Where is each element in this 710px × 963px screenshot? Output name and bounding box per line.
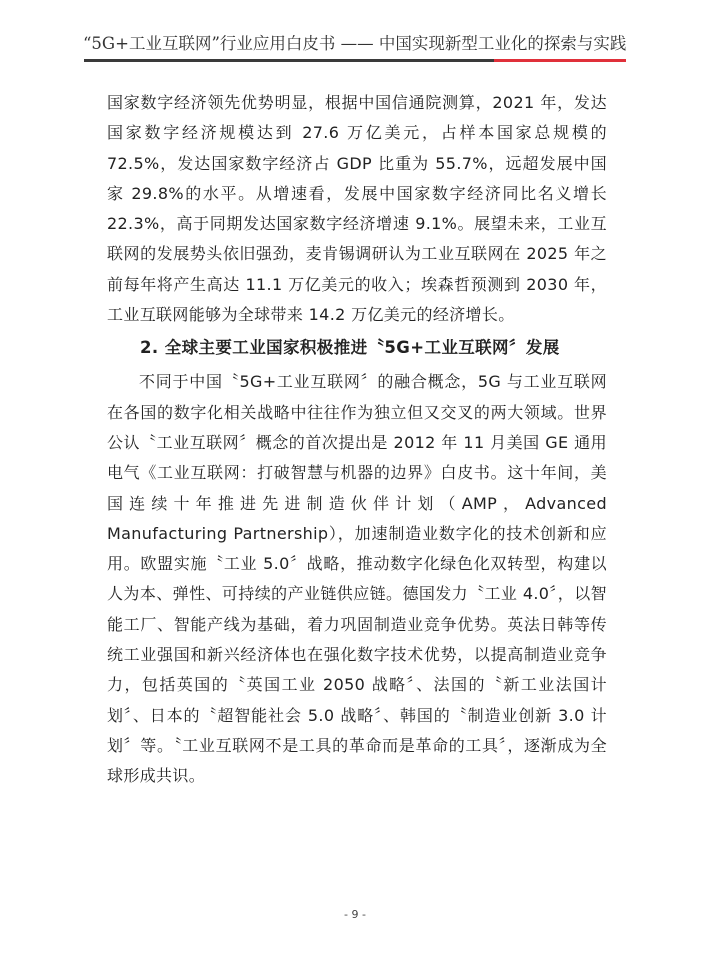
body-paragraph-2: 不同于中国〝5G+工业互联网〞的融合概念，5G 与工业互联网在各国的数字化相关战略中往往作为独立但又交叉的两大领域。世界公认〝工业互联网〞概念的首次提出是 2012 年 11 月美国 GE 通用电气《工业互联网：打破智慧与机器的边界》白皮书。这十年间，美国连续十年推进先进制造伙伴计划（AMP，Advanced Manufacturing Partnership），加速制造业数字化的技术创新和应用。欧盟实施〝工业 5.0〞战略，推动数字化绿色化双转型，构建以人为本、弹性、可持续的产业链供应链。德国发力〝工业 4.0〞，以智能工厂、智能产线为基础，着力巩固制造业竞争优势。英法日韩等传统工业强国和新兴经济体也在强化数字技术优势，以提高制造业竞争力，包括英国的〝英国工业 2050 战略〞、法国的〝新工业法国计划〞、日本的〝超智能社会 5.0 战略〞、韩国的〝制造业创新 3.0 计划〞等。〝工业互联网不是工具的革命而是革命的工具〞，逐渐成为全球形成共识。 <box>107 372 607 786</box>
body-paragraph-1: 国家数字经济领先优势明显，根据中国信通院测算，2021 年，发达国家数字经济规模达到 27.6 万亿美元，占样本国家总规模的 72.5%，发达国家数字经济占 GDP 比重为 55.7%，远超发展中国家 29.8%的水平。从增速看，发展中国家数字经济同比名义增长 22.3%，高于同期发达国家数字经济增速 9.1%。展望未来，工业互联网的发展势头依旧强劲，麦肯锡调研认为工业互联网在 2025 年之前每年将产生高达 11.1 万亿美元的收入；埃森哲预测到 2030 年，工业互联网能够为全球带来 14.2 万亿美元的经济增长。 <box>107 93 607 325</box>
section-heading: 2. 全球主要工业国家积极推进〝5G+工业互联网〞发展 <box>140 338 560 358</box>
running-header: “5G+工业互联网”行业应用白皮书 —— 中国实现新型工业化的探索与实践 <box>83 34 627 53</box>
header-rule-red-segment <box>494 59 626 62</box>
page-number: - 9 - <box>344 908 366 921</box>
page-body <box>107 88 607 792</box>
header-rule <box>84 59 626 62</box>
header-rule-dark-segment <box>84 59 494 62</box>
